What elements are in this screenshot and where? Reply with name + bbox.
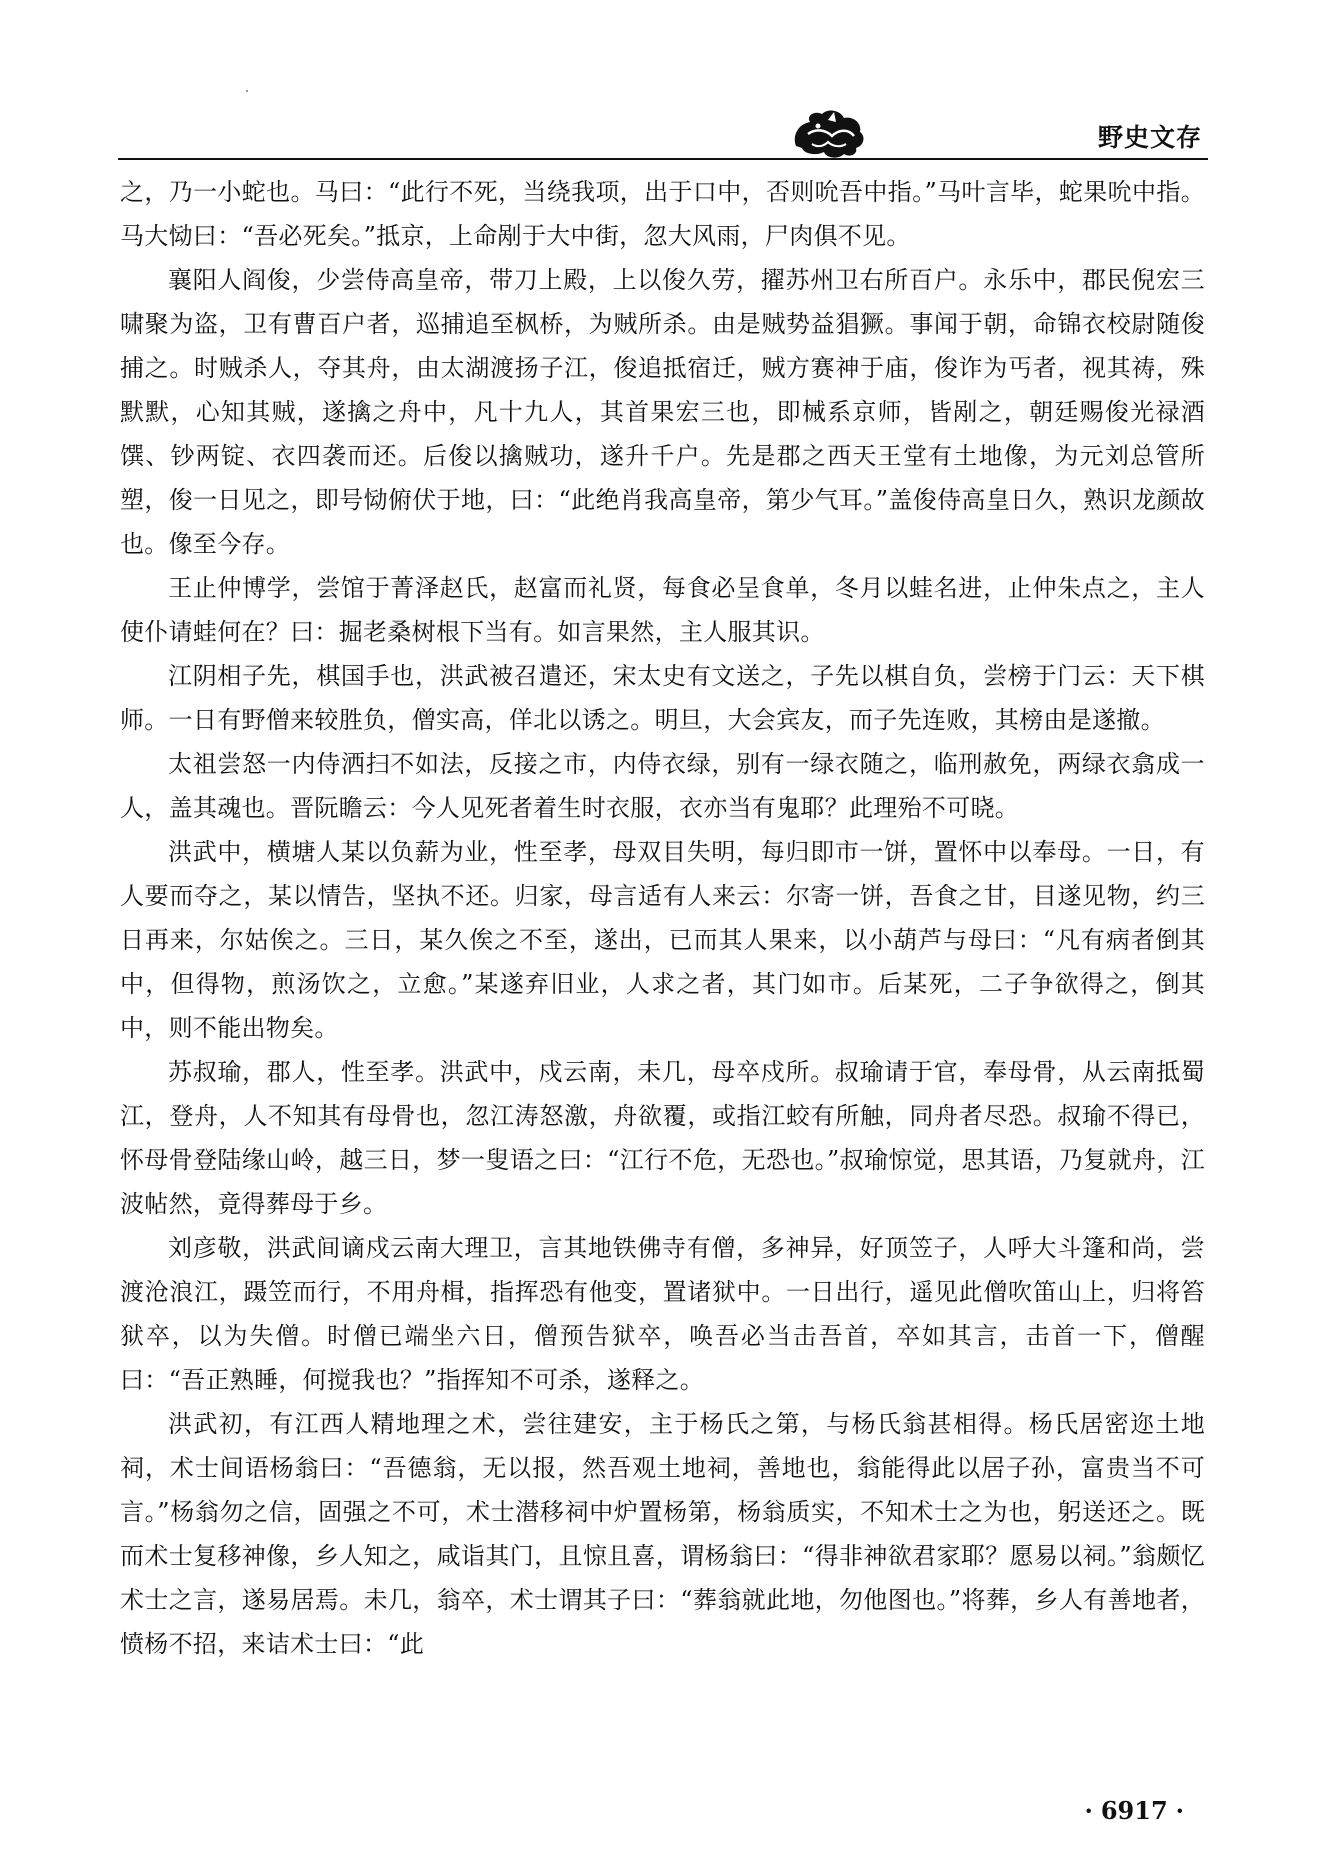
page-footer xyxy=(1076,1796,1192,1825)
header-rule xyxy=(118,158,1208,160)
scan-speck xyxy=(246,90,248,92)
series-title: 野史文存 xyxy=(1097,123,1202,152)
footer-dot-left: · xyxy=(1084,1796,1093,1825)
paragraph: 襄阳人阎俊，少尝侍高皇帝，带刀上殿，上以俊久劳，擢苏州卫右所百户。永乐中，郡民倪宏三啸聚为盗，卫有曹百户者，巡捕追至枫桥，为贼所杀。由是贼势益猖獗。事闻于朝，命锦衣校尉随俊捕之。时贼杀人，夺其舟，由太湖渡扬子江，俊追抵宿迁，贼方赛神于庙，俊诈为丐者，视其祷，殊默默，心知其贼，遂擒之舟中，凡十九人，其首果宏三也，即械系京师，皆剐之，朝廷赐俊光禄酒馔、钞两锭、衣四袭而还。后俊以擒贼功，遂升千户。先是郡之西天王堂有土地像，为元刘总管所塑，俊一日见之，即号恸俯伏于地，曰：“此绝肖我高皇帝，第少气耳。”盖俊侍高皇日久，熟识龙颜故也。像至今存。 xyxy=(120,266,1205,558)
paragraph: 洪武中，横塘人某以负薪为业，性至孝，母双目失明，每归即市一饼，置怀中以奉母。一日，有人要而夺之，某以情告，坚执不还。归家，母言适有人来云：尔寄一饼，吾食之甘，目遂见物，约三日再来，尔姑俟之。三日，某久俟之不至，遂出，已而其人果来，以小葫芦与母曰：“凡有病者倒其中，但得物，煎汤饮之，立愈。”某遂弃旧业，人求之者，其门如市。后某死，二子争欲得之，倒其中，则不能出物矣。 xyxy=(120,838,1205,1042)
dragon-emblem-icon xyxy=(788,106,870,160)
page-number: 6917 xyxy=(1100,1796,1168,1825)
paragraph: 王止仲博学，尝馆于菁泽赵氏，赵富而礼贤，每食必呈食单，冬月以蛙名进，止仲朱点之，主人使仆请蛙何在？曰：掘老桑树根下当有。如言果然，主人服其识。 xyxy=(120,574,1205,646)
paragraph: 之，乃一小蛇也。马曰：“此行不死，当绕我项，出于口中，否则吮吾中指。”马叶言毕，蛇果吮中指。马大恸曰：“吾必死矣。”抵京，上命剐于大中街，忽大风雨，尸肉俱不见。 xyxy=(120,178,1205,250)
paragraph: 苏叔瑜，郡人，性至孝。洪武中，戍云南，未几，母卒戍所。叔瑜请于官，奉母骨，从云南抵蜀江，登舟，人不知其有母骨也，忽江涛怒激，舟欲覆，或指江蛟有所触，同舟者尽恐。叔瑜不得已，怀母骨登陆缘山岭，越三日，梦一叟语之曰：“江行不危，无恐也。”叔瑜惊觉，思其语，乃复就舟，江波帖然，竟得葬母于乡。 xyxy=(120,1058,1205,1218)
paragraph: 太祖尝怒一内侍洒扫不如法，反接之市，内侍衣绿，别有一绿衣随之，临刑赦免，两绿衣翕成一人，盖其魂也。晋阮瞻云：今人见死者着生时衣服，衣亦当有鬼耶？此理殆不可晓。 xyxy=(120,750,1205,822)
paragraph: 江阴相子先，棋国手也，洪武被召遣还，宋太史有文送之，子先以棋自负，尝榜于门云：天下棋师。一日有野僧来较胜负，僧实高，佯北以诱之。明旦，大会宾友，而子先连败，其榜由是遂撤。 xyxy=(120,662,1205,734)
footer-dot-right: · xyxy=(1175,1796,1184,1825)
paragraph: 洪武初，有江西人精地理之术，尝往建安，主于杨氏之第，与杨氏翁甚相得。杨氏居密迩土地祠，术士间语杨翁曰：“吾德翁，无以报，然吾观土地祠，善地也，翁能得此以居子孙，富贵当不可言。”杨翁勿之信，固强之不可，术士潜移祠中炉置杨第，杨翁质实，不知术士之为也，躬送还之。既而术士复移神像，乡人知之，咸诣其门，且惊且喜，谓杨翁曰：“得非神欲君家耶？愿易以祠。”翁颇忆术士之言，遂易居焉。未几，翁卒，术士谓其子曰：“葬翁就此地，勿他图也。”将葬，乡人有善地者，愤杨不招，来诘术士曰：“此 xyxy=(120,1410,1205,1658)
running-header xyxy=(118,104,1208,160)
body-text xyxy=(120,170,1205,1666)
paragraph: 刘彦敬，洪武间谪戍云南大理卫，言其地铁佛寺有僧，多神异，好顶笠子，人呼大斗篷和尚，尝渡沧浪江，蹑笠而行，不用舟楫，指挥恐有他变，置诸狱中。一日出行，遥见此僧吹笛山上，归将笞狱卒，以为失僧。时僧已端坐六日，僧预告狱卒，唤吾必当击吾首，卒如其言，击首一下，僧醒曰：“吾正熟睡，何搅我也？”指挥知不可杀，遂释之。 xyxy=(120,1234,1205,1394)
